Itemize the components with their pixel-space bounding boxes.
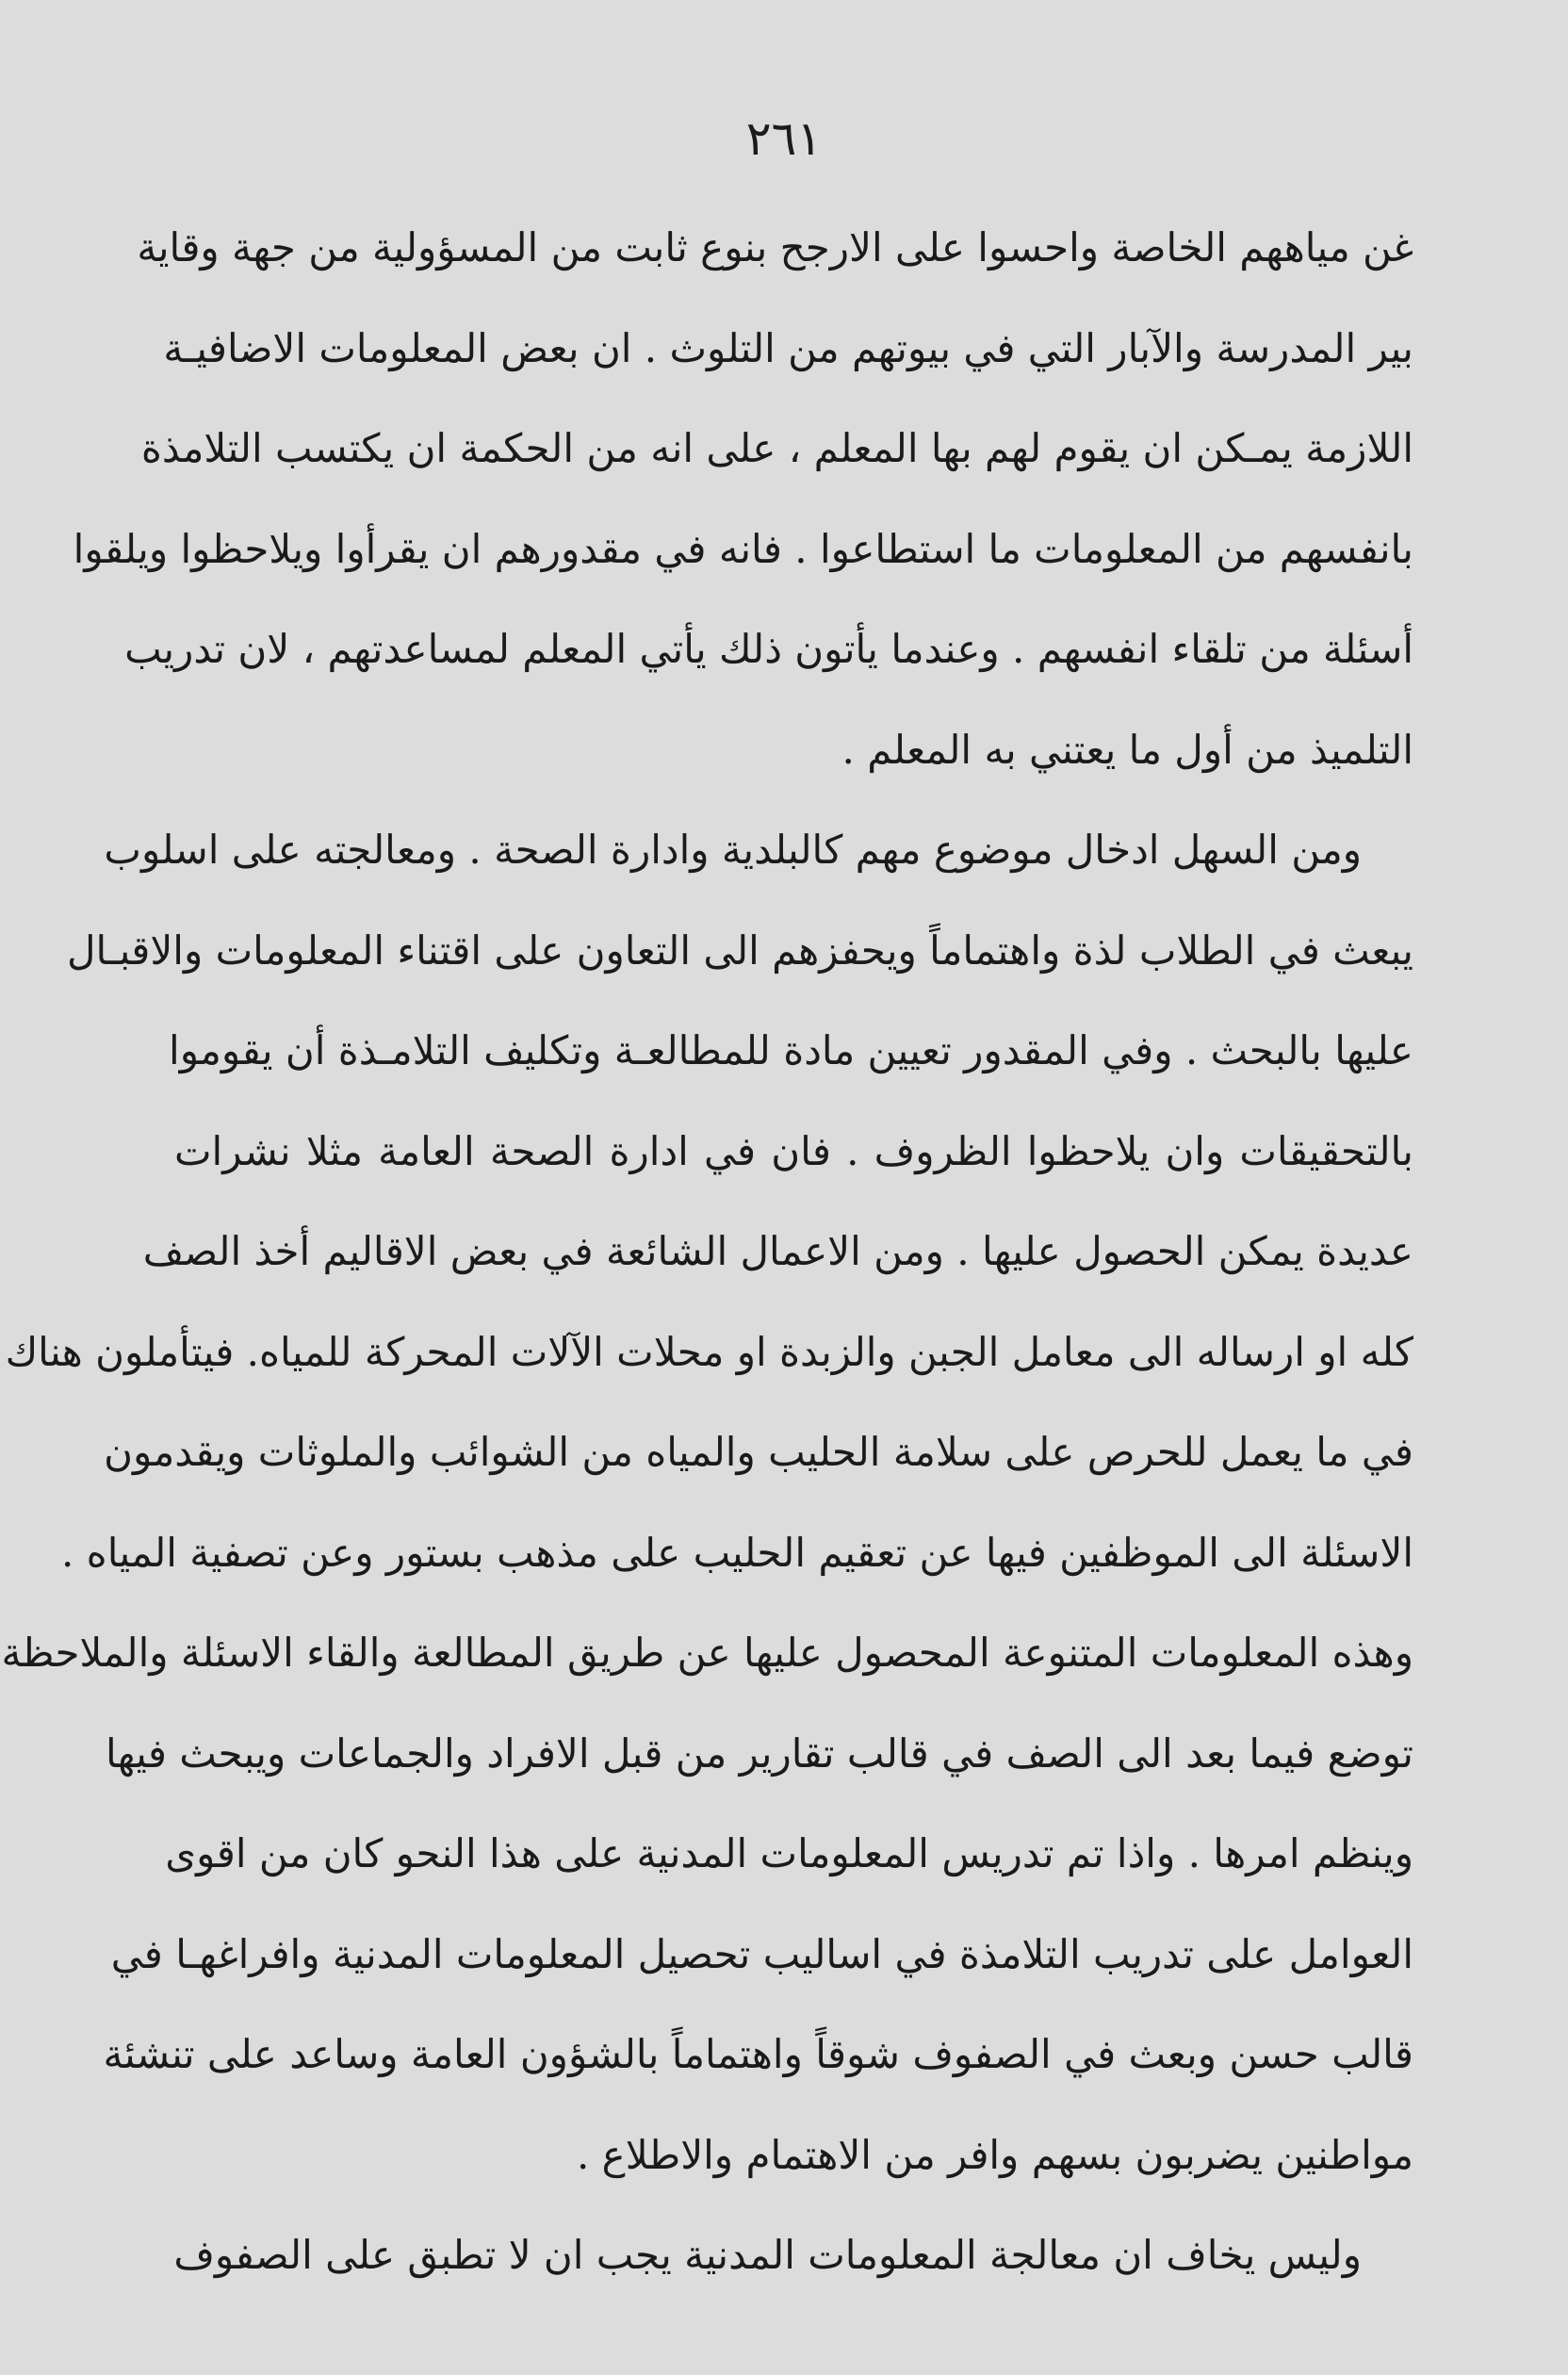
text-line: بالتحقيقات وان يلاحظوا الظروف . فان في ادارة الصحة العامة مثلا نشرات	[174, 1127, 1413, 1174]
text-line: عديدة يمكن الحصول عليها . ومن الاعمال الشائعة في بعض الاقاليم أخذ الصف	[142, 1228, 1413, 1274]
text-line: توضع فيما بعد الى الصف في قالب تقارير من قبل الافراد والجماعات ويبحث فيها	[105, 1729, 1413, 1777]
text-line: ومن السهل ادخال موضوع مهم كالبلدية وادارة الصحة . ومعالجته على اسلوب	[104, 827, 1362, 873]
text-line: التلميذ من أول ما يعتني به المعلم .	[841, 726, 1413, 773]
text-line: قالب حسن وبعث في الصفوف شوقاً واهتماماً بالشؤون العامة وساعد على تنشئة	[103, 2031, 1413, 2077]
text-line: كله او ارساله الى معامل الجبن والزبدة او محلات الآلات المحركة للمياه. فيتأملون هناك	[5, 1328, 1413, 1375]
text-line: غن مياههم الخاصة واحسوا على الارجح بنوع ثابت من المسؤولية من جهة وقاية	[137, 224, 1413, 270]
text-line: يبعث في الطلاب لذة واهتماماً ويحفزهم الى التعاون على اقتناء المعلومات والاقبـال	[66, 926, 1413, 974]
text-line: وينظم امرها . واذا تم تدريس المعلومات المدنية على هذا النحو كان من اقوى	[165, 1830, 1413, 1876]
text-line: أسئلة من تلقاء انفسهم . وعندما يأتون ذلك يأتي المعلم لمساعدتهم ، لان تدريب	[124, 626, 1413, 672]
text-line: وهذه المعلومات المتنوعة المحصول عليها عن طريق المطالعة والقاء الاسئلة والملاحظة	[1, 1630, 1413, 1676]
text-line: مواطنين يضربون بسهم وافر من الاهتمام والاطلاع .	[576, 2131, 1413, 2178]
text-line: اللازمة يمـكن ان يقوم لهم بها المعلم ، على انه من الحكمة ان يكتسب التلامذة	[140, 425, 1413, 471]
text-line: وليس يخاف ان معالجة المعلومات المدنية يجب ان لا تطبق على الصفوف	[173, 2232, 1362, 2278]
text-line: في ما يعمل للحرص على سلامة الحليب والمياه من الشوائب والملوثات ويقدمون	[104, 1429, 1413, 1475]
text-line: بانفسهم من المعلومات ما استطاعوا . فانه في مقدورهم ان يقرأوا ويلاحظوا ويلقوا	[73, 525, 1413, 572]
text-line: عليها بالبحث . وفي المقدور تعيين مادة للمطالعـة وتكليف التلامـذة أن يقوموا	[169, 1027, 1413, 1073]
body-text	[1, 198, 1413, 2306]
text-line: بير المدرسة والآبار التي في بيوتهم من التلوث . ان بعض المعلومات الاضافيـة	[163, 324, 1413, 371]
text-line: الاسئلة الى الموظفين فيها عن تعقيم الحليب على مذهب بستور وعن تصفية المياه .	[60, 1529, 1413, 1576]
text-line: العوامل على تدريب التلامذة في اساليب تحصيل المعلومات المدنية وافراغهـا في	[110, 1930, 1413, 1977]
page-number: ٢٦١	[745, 111, 823, 166]
